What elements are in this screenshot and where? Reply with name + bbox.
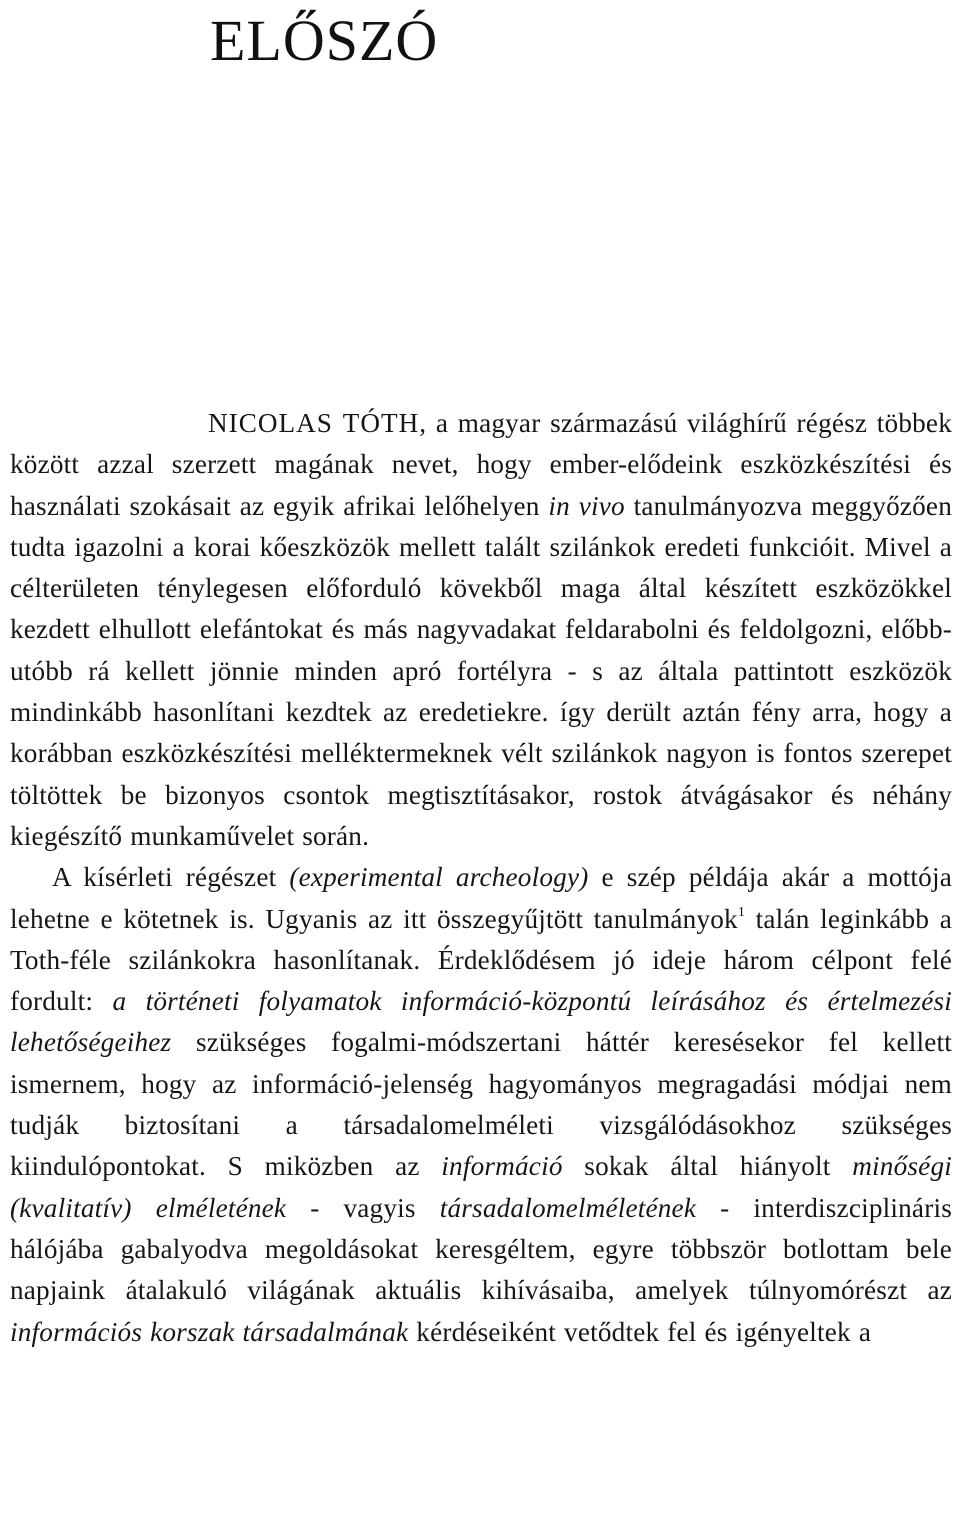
paragraph-2-italic-3: információ xyxy=(441,1151,563,1182)
paragraph-2 xyxy=(10,857,952,1353)
paragraph-2-italic-6: információs korszak társadalmának xyxy=(10,1316,409,1347)
footnote-reference[interactable]: 1 xyxy=(737,904,746,920)
paragraph-2-text-4: szükséges fogalmi-módszertani háttér keresésekor fel kellett ismernem, hogy az információ-jelenség hagyományos megragadási módjai nem tudják biztosítani a társadalomelméleti vizsgálódásokhoz szükséges kiindulópontokat. S miközben az xyxy=(10,1027,952,1182)
paragraph-2-text-6: - vagyis xyxy=(286,1192,440,1223)
paragraph-2-italic-4: minőségi (kvalitatív) elméletének xyxy=(10,1151,952,1223)
paragraph-2-italic-5: társadalomelméletének xyxy=(439,1192,697,1223)
paragraph-2-text-7: - interdiszciplináris hálójába gabalyodva megoldásokat keresgéltem, egyre többször botlottam bele napjaink átalakuló világának aktuális kihívásaiba, amelyek túlnyomórészt az xyxy=(10,1192,952,1306)
chapter-title: ELŐSZÓ xyxy=(210,8,439,73)
body-text xyxy=(10,403,952,1353)
paragraph-2-text-3: talán leginkább a Toth-féle szilánkokra hasonlítanak. Érdeklődésem jó ideje három célpont felé fordult: xyxy=(10,903,952,1017)
paragraph-1 xyxy=(10,403,952,857)
paragraph-2-italic-1: (experimental archeology) xyxy=(289,862,589,893)
paragraph-2-text-8: kérdéseiként vetődtek fel és igényeltek a xyxy=(408,1316,872,1347)
paragraph-2-italic-2: a történeti folyamatok információ-központú leírásához és értelmezési lehetőségeihez xyxy=(10,986,952,1058)
author-name: NICOLAS TÓTH xyxy=(208,408,420,438)
paragraph-1-text-1: , a magyar származású világhírű régész többek között azzal szerzett magának nevet, hogy ember-elődeink eszközkészítési és használati szokásait az egyik afrikai lelőhelyen xyxy=(10,408,952,521)
paragraph-2-text-2: e szép példája akár a mottója lehetne e kötetnek is. Ugyanis az itt összegyűjtött tanulmányok xyxy=(10,862,952,934)
paragraph-1-text-2: tanulmányozva meggyőzően tudta igazolni a korai kőeszközök mellett talált szilánkok eredeti funkcióit. Mivel a célterületen ténylegesen előforduló kövekből maga által készített eszközökkel kezdett elhullott elefántokat és más nagyvadakat feldarabolni és feldolgozni, előbb-utóbb rá kellett jönnie minden apró fortélyra - s az általa pattintott eszközök mindinkább hasonlítani kezdtek az eredetiekre. így derült aztán fény arra, hogy a korábban eszközkészítési melléktermeknek vélt szilánkok nagyon is fontos szerepet töltöttek be bizonyos csontok megtisztításakor, rostok átvágásakor és néhány kiegészítő munkaművelet során. xyxy=(10,490,952,851)
paragraph-1-italic-1: in vivo xyxy=(548,490,625,521)
paragraph-2-text-1: A kísérleti régészet xyxy=(52,862,290,893)
paragraph-2-text-5: sokak által hiányolt xyxy=(562,1151,853,1182)
